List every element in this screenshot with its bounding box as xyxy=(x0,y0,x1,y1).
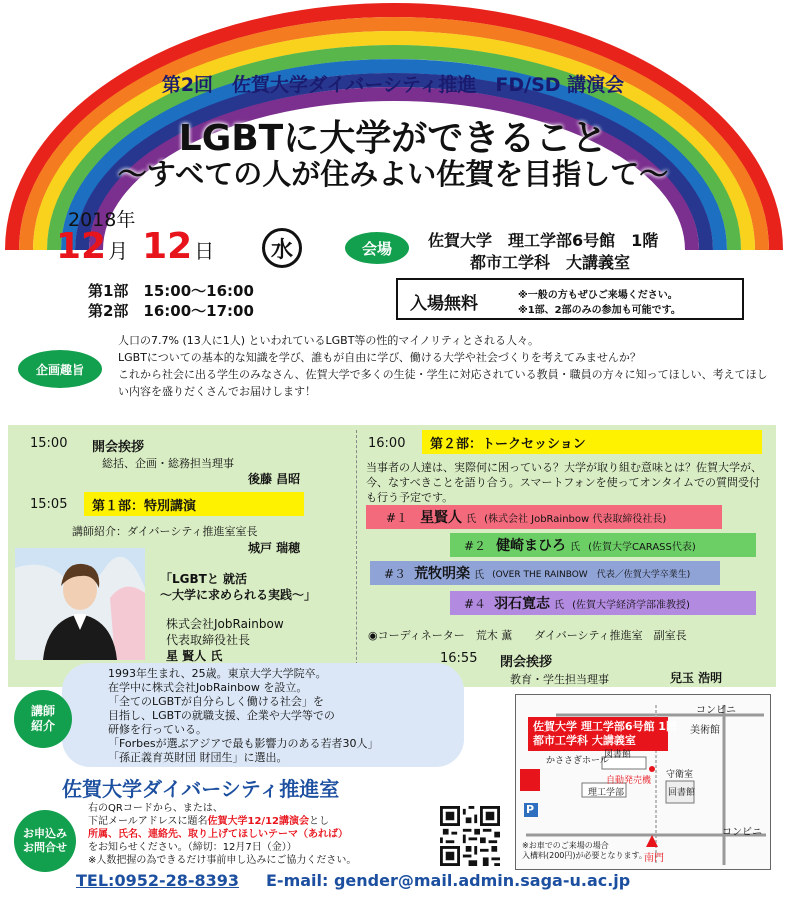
open-title: 開会挨拶 xyxy=(92,440,145,455)
profile-line: 「孫正義育英財団 財団生」に選出。 xyxy=(108,751,288,764)
map-note1: ※お車でのご来場の場合 xyxy=(522,841,609,850)
admission-box xyxy=(396,278,744,320)
profile-line: 「Forbesが選ぶアジアで最も影響力のある若者30人」 xyxy=(108,737,379,750)
contact-line1: 右のQRコードから、または、 xyxy=(88,803,223,814)
map-label-hall2: 回書館 xyxy=(668,788,696,798)
day-number: 12 xyxy=(142,226,193,267)
admission-note2: ※1部、2部のみの参加も可能です。 xyxy=(518,305,681,316)
intro-role: 講師紹介：ダイバーシティ推進室室長 xyxy=(72,525,258,538)
purpose-label: 企画趣旨 xyxy=(18,350,102,388)
office-name: 佐賀大学ダイバーシティ推進室 xyxy=(62,777,340,801)
speaker-photo xyxy=(15,548,145,660)
panelist-4-mark: 氏 xyxy=(554,599,565,611)
map-label-vending: 自動発売機 xyxy=(606,776,652,786)
contact-label-line1: お申込み xyxy=(23,827,67,840)
panelist-1-name: 星賢人 xyxy=(420,510,463,526)
lecture-title-line1: 「LGBTと 就活 xyxy=(160,572,248,586)
venue-label: 会場 xyxy=(345,232,409,264)
qr-code[interactable] xyxy=(440,806,500,866)
profile-line: 目指し、LGBTの就職支援、企業や大学等での xyxy=(108,709,335,722)
profile-line: 「全てのLGBTが自分らしく働ける社会」を xyxy=(108,695,324,708)
panelist-3-name: 荒牧明楽 xyxy=(414,566,471,582)
panelist-3-info: (OVER THE RAINBOW 代表／佐賀大学卒業生) xyxy=(492,569,691,580)
panelist-2-name: 健崎まひろ xyxy=(496,538,567,554)
contact-label-line2: お問合せ xyxy=(23,841,67,854)
panelist-3-mark: 氏 xyxy=(474,569,485,581)
part1-time: 第1部 15:00〜16:00 xyxy=(88,282,254,300)
panelist-4-num: #４ xyxy=(464,596,487,611)
day-unit: 日 xyxy=(194,239,215,263)
lecture-title-line2: 〜大学に求められる実践〜」 xyxy=(160,588,317,602)
venue-line1: 佐賀大学 理工学部6号館 1階 xyxy=(428,231,659,250)
weekday-badge: 水 xyxy=(262,228,302,268)
main-title: LGBTに大学ができること xyxy=(178,118,608,159)
tel-link[interactable]: TEL:0952-28-8393 xyxy=(76,871,240,890)
purpose-p2: LGBTについての基本的な知識を学び、誰もが自由に学び、働ける大学や社会づくりを考えてみませんか？ xyxy=(118,351,641,364)
open-time: 15:00 xyxy=(30,436,68,451)
map-label-museum: 美術館 xyxy=(690,725,720,736)
contact-label xyxy=(14,810,76,872)
panelist-1-num: #１ xyxy=(386,510,409,525)
panelist-2-info: (佐賀大学CARASS代表) xyxy=(588,541,696,553)
admission-free: 入場無料 xyxy=(410,294,478,314)
event-year: 2018年 xyxy=(68,209,136,231)
open-name: 後藤 昌昭 xyxy=(248,472,301,486)
subtitle: 〜すべての人が住みよい佐賀を目指して〜 xyxy=(117,157,669,191)
contact-line2-post: とし xyxy=(308,816,329,827)
panelist-4-info: (佐賀大学経済学部准教授) xyxy=(572,599,690,611)
admission-note1: ※一般の方もぜひご来場ください。 xyxy=(518,290,678,301)
open-role: 総括、企画・総務担当理事 xyxy=(102,457,234,470)
close-name: 兒玉 浩明 xyxy=(670,671,723,685)
panelist-1-mark: 氏 xyxy=(466,513,477,525)
map-venue-title1: 佐賀大学 理工学部6号館 1階 xyxy=(533,720,677,733)
speaker-org: 株式会社JobRainbow xyxy=(166,617,284,631)
contact-text xyxy=(88,802,356,867)
speaker-role: 代表取締役社長 xyxy=(166,633,251,647)
contact-line3: 所属、氏名、連絡先、取り上げてほしいテーマ（あれば） xyxy=(88,829,348,840)
close-title: 閉会挨拶 xyxy=(500,655,553,670)
speaker-name: 星 賢人 氏 xyxy=(166,649,223,663)
part2-description: 当事者の人達は、実際何に困っている？大学が取り組む意味とは？佐賀大学が、今、なすべきことを語り合う。スマートフォンを使ってオンタイムでの質問受付も行う予定です。 xyxy=(366,461,762,504)
month-number: 12 xyxy=(56,226,107,267)
map-note xyxy=(522,841,647,861)
event-series-title: 第2回 佐賀大学ダイバーシティ推進 FD/SD 講演会 xyxy=(161,74,625,96)
purpose-p1: 人口の7.7% (13人に1人) といわれているLGBT等の性的マイノリティとされる人々。 xyxy=(118,334,540,347)
part2-title: 第２部：トークセッション xyxy=(422,430,762,454)
campus-map xyxy=(515,694,771,870)
panelist-1-info: (株式会社 JobRainbow 代表取締役社長) xyxy=(484,513,667,525)
contact-line4: をお知らせください。（締切：12月7日（金）） xyxy=(88,842,297,853)
profile-line: 研修を行っている。 xyxy=(108,723,207,736)
contact-subject: 佐賀大学12/12講演会 xyxy=(207,816,309,827)
map-label-library: 図書館 xyxy=(604,750,632,760)
contact-line5: ※人数把握の為できるだけ事前申し込みにご協力ください。 xyxy=(88,855,357,866)
close-role: 教育・学生担当理事 xyxy=(510,673,609,686)
panelist-2-mark: 氏 xyxy=(570,541,581,553)
event-date xyxy=(56,226,214,267)
part2-time: 第2部 16:00〜17:00 xyxy=(88,302,254,320)
part1-title: 第１部：特別講演 xyxy=(84,492,304,516)
parking-icon: P xyxy=(526,803,535,816)
map-venue-title2: 都市工学科 大講義室 xyxy=(533,734,636,747)
profile-line: 在学中に株式会社JobRainbow を設立。 xyxy=(108,681,308,694)
panelist-4 xyxy=(450,591,756,615)
panelist-2-num: #２ xyxy=(464,538,487,553)
map-label-south-gate: 南門 xyxy=(644,853,664,864)
map-label-convenience: コンビニ xyxy=(696,705,736,716)
panelist-3 xyxy=(370,561,720,585)
coordinator: ◉コーディネーター 荒木 薫 ダイバーシティ推進室 副室長 xyxy=(368,629,687,642)
map-venue-banner xyxy=(528,717,677,751)
purpose-text xyxy=(118,332,768,400)
month-unit: 月 xyxy=(108,239,129,263)
part2-start-time: 16:00 xyxy=(368,436,406,451)
purpose-p3: これから社会に出る学生のみなさん、佐賀大学で多くの生徒・学生に対応されている教員・職員の方々に知ってほしい、考えてほしい内容を盛りだくさんでお届けします！ xyxy=(118,368,768,398)
panelist-4-name: 羽石寛志 xyxy=(494,596,551,612)
profile-label-line2: 紹介 xyxy=(30,719,55,733)
map-label-convenience2: コンビニ xyxy=(722,827,762,838)
part1-start-time: 15:05 xyxy=(30,497,68,512)
profile-line: 1993年生まれ、25歳。東京大学大学院卒。 xyxy=(108,667,327,680)
panelist-1 xyxy=(366,505,722,529)
map-label-hall: かささぎホール xyxy=(546,756,609,766)
contact-line2 xyxy=(88,815,356,828)
venue-line2: 都市工学科 大講義室 xyxy=(470,253,631,272)
intro-name: 城戸 瑞穂 xyxy=(248,541,301,555)
profile-label-line1: 講師 xyxy=(30,704,55,718)
profile-text xyxy=(108,667,379,765)
email-link[interactable]: E-mail: gender@mail.admin.saga-u.ac.jp xyxy=(266,871,631,890)
close-time: 16:55 xyxy=(440,651,478,666)
panelist-2 xyxy=(450,533,756,557)
program-divider xyxy=(356,430,357,680)
map-label-guard: 守衛室 xyxy=(666,770,694,780)
contact-line2-pre: 下記メールアドレスに題名 xyxy=(88,816,208,827)
map-note2: 入構料(200円)が必要となります。 xyxy=(522,851,647,860)
panelist-3-num: #３ xyxy=(384,566,407,581)
map-label-engineering: 理工学部 xyxy=(588,788,625,798)
profile-label xyxy=(14,690,72,748)
